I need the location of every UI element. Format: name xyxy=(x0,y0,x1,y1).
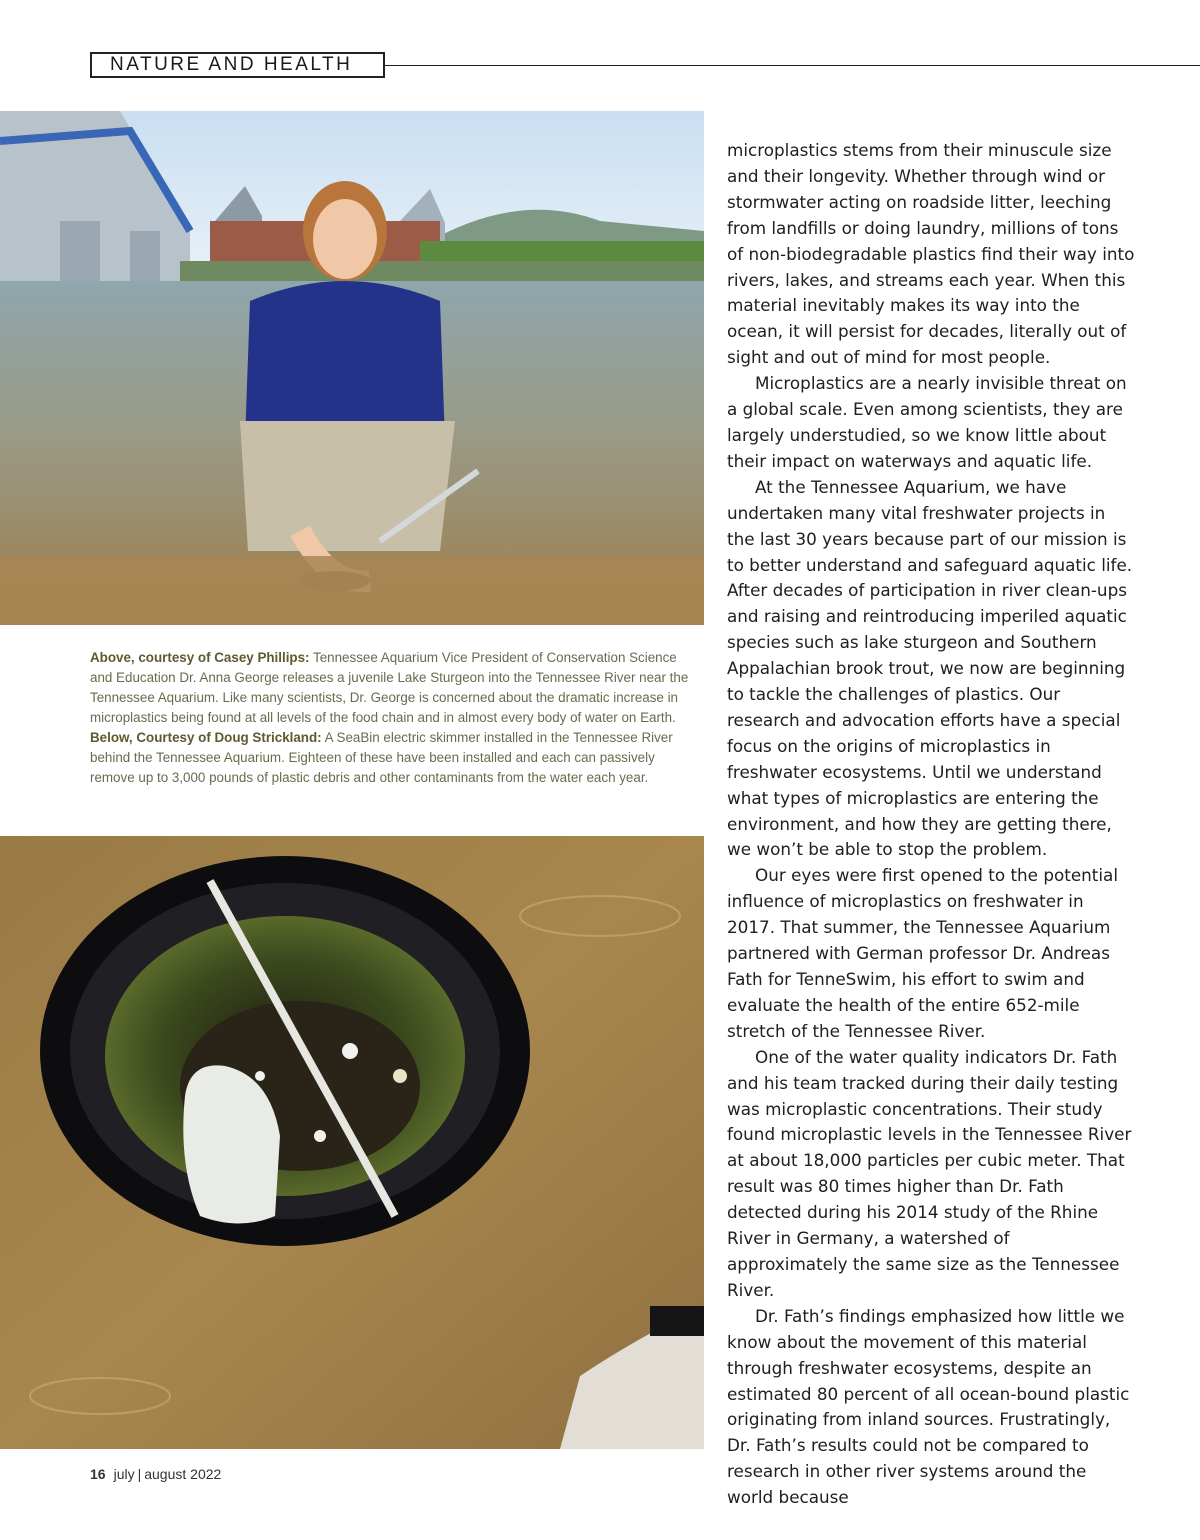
caption-text-above: Tennessee Aquarium Vice President of Conservation Science and Education Dr. Anna George releases a juvenile Lake Sturgeon into the Tennessee River near the Tennessee Aquarium. Like many scientists, Dr. George is concerned about the dramatic increase in microplastics being found at all levels of the food chain and in almost every body of water on Earth. xyxy=(90,650,689,725)
article-paragraph: Microplastics are a nearly invisible threat on a global scale. Even among scientists, they are largely understudied, so we know little about their impact on waterways and aquatic life. xyxy=(727,373,1127,471)
article-paragraph: Our eyes were first opened to the potential influence of microplastics on freshwater in 2017. That summer, the Tennessee Aquarium partnered with German professor Dr. Andreas Fath for TenneSwim, his effort to swim and evaluate the health of the entire 652-mile stretch of the Tennessee River. xyxy=(727,865,1118,1041)
article-paragraph: Dr. Fath’s findings emphasized how little we know about the movement of this material through freshwater ecosystems, despite an estimated 80 percent of all ocean-bound plastic originating from inland sources. Frustratingly, Dr. Fath’s results could not be compared to research in other river systems around the world because xyxy=(727,1305,1130,1508)
article-body xyxy=(727,138,1135,1511)
issue-date: august 2022 xyxy=(144,1466,222,1482)
article-paragraph: microplastics stems from their minuscule size and their longevity. Whether through wind or stormwater acting on roadside litter, leeching from landfills or doing laundry, millions of tons of non-biodegradable plastics find their way into rivers, lakes, and streams each year. When this material inevitably makes its way into the ocean, it will persist for decades, literally out of sight and out of mind for most people. xyxy=(727,140,1135,368)
section-label: NATURE AND HEALTH xyxy=(90,52,385,78)
issue-separator: | xyxy=(137,1466,142,1482)
page-folio xyxy=(90,1466,221,1482)
section-header xyxy=(90,52,1200,82)
article-paragraph: At the Tennessee Aquarium, we have undertaken many vital freshwater projects in the last 30 years because part of our mission is to better understand and safeguard aquatic life. After decades of participation in river clean-ups and raising and reintroducing imperiled aquatic species such as lake sturgeon and Southern Appalachian brook trout, we now are beginning to tackle the challenges of plastics. Our research and advocation efforts have a special focus on the origins of microplastics in freshwater ecosystems. Until we understand what types of microplastics are entering the environment, and how they are getting there, we won’t be able to stop the problem. xyxy=(727,476,1133,860)
page-number: 16 xyxy=(90,1466,106,1482)
bottom-photo xyxy=(0,836,704,1449)
header-rule xyxy=(385,65,1200,66)
caption-credit-above: Above, courtesy of Casey Phillips: xyxy=(90,650,310,665)
caption-credit-below: Below, Courtesy of Doug Strickland: xyxy=(90,730,322,745)
seabin-skimmer-photo xyxy=(0,836,704,1449)
issue-month: july xyxy=(113,1466,135,1482)
woman-releasing-sturgeon-photo xyxy=(0,111,704,625)
caption-text-below: A SeaBin electric skimmer installed in the Tennessee River behind the Tennessee Aquarium. Eighteen of these have been installed and each can passively remove up to 3,000 pounds of plastic debris and other contaminants from the water each year. xyxy=(90,730,673,785)
photo-caption xyxy=(90,648,696,788)
top-photo xyxy=(0,111,704,625)
article-paragraph: One of the water quality indicators Dr. Fath and his team tracked during their daily testing was microplastic concentrations. Their study found microplastic levels in the Tennessee River at about 18,000 particles per cubic meter. That result was 80 times higher than Dr. Fath detected during his 2014 study of the Rhine River in Germany, a watershed of approximately the same size as the Tennessee River. xyxy=(727,1046,1132,1300)
